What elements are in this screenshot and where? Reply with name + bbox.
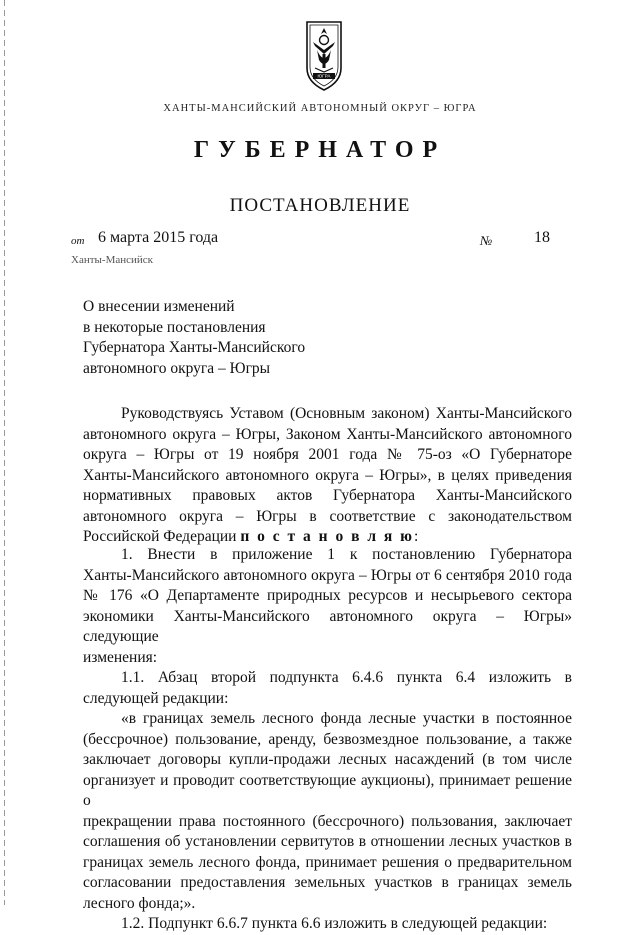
item-1-line: изменения: (83, 648, 158, 666)
preamble-line: автономного округа – Югры, Законом Ханты-Мансийского автономного (83, 425, 572, 443)
item-1-2-line: 1.2. Подпункт 6.6.7 пункта 6.6 изложить в следующей редакции: (121, 915, 548, 932)
item-1-line: Ханты-Мансийского автономного округа – Югры от 6 сентября 2010 года (83, 566, 572, 584)
preamble-line: Российской Федерации (83, 528, 241, 545)
quote-line: прекращении права постоянного (бессрочного) пользования, заключает (83, 812, 572, 830)
item-1-line: № 176 «О Департаменте природных ресурсов и несырьевого сектора (83, 587, 572, 604)
quote-line: соглашения об установлении сервитутов в отношении лесных участков в (83, 833, 572, 850)
quote-line: заключает договоры купли-продажи лесных насаждений (в том числе (83, 751, 572, 768)
preamble-line: автономного округа – Югры в соответствие с законодательством (83, 507, 572, 525)
document-number: 18 (534, 229, 550, 246)
subject-line: в некоторые постановления (83, 318, 266, 336)
subject-line: Губернатора Ханты-Мансийского (83, 339, 306, 356)
item-1-1-line: 1.1. Абзац второй подпункта 6.4.6 пункта 6.4 изложить в (121, 669, 572, 686)
preamble-line: округа – Югры от 19 ноября 2001 года № 75-оз «О Губернаторе (83, 446, 572, 463)
subject-line: О внесении изменений (83, 298, 235, 315)
number-label: № (480, 233, 493, 248)
decree-tail: : (414, 528, 419, 545)
document-type: ПОСТАНОВЛЕНИЕ (229, 195, 411, 216)
document-subject (83, 297, 305, 379)
quote-line: согласовании предоставления земельных участков в границах земель (83, 874, 572, 891)
item-1-line: экономики Ханты-Мансийского автономного округа – Югры» следующие (83, 607, 572, 645)
preamble-line: нормативных правовых актов Губернатора Ханты-Мансийского (83, 487, 572, 504)
document-date: 6 марта 2015 года (98, 229, 219, 246)
organization-name: ХАНТЫ-МАНСИЙСКИЙ АВТОНОМНЫЙ ОКРУГ – ЮГРА (163, 103, 477, 114)
emblem-text: ЮГРА (317, 73, 331, 79)
item-1-1-line: следующей редакции: (83, 689, 229, 707)
decree-word: п о с т а н о в л я ю (240, 528, 414, 545)
scan-edge-line (4, 0, 5, 905)
preamble-paragraph (83, 404, 572, 548)
quote-line: лесного фонда;». (83, 894, 196, 912)
quote-line: границах земель лесного фонда, принимает решения о предварительном (83, 853, 572, 871)
preamble-line: Ханты-Мансийского автономного округа – Югры», в целях приведения (83, 466, 572, 484)
date-prefix: от (71, 235, 85, 247)
coat-of-arms-emblem (303, 20, 345, 92)
subject-line: автономного округа – Югры (83, 359, 271, 377)
preamble-line: Руководствуясь Уставом (Основным законом) Ханты-Мансийского (121, 405, 572, 422)
document-title: ГУБЕРНАТОР (193, 137, 447, 163)
quote-line: «в границах земель лесного фонда лесные участки в постоянное (121, 710, 572, 727)
quote-line: организует и проводит соответствующие аукционы), принимает решение о (83, 771, 572, 809)
amendments-section (83, 545, 572, 935)
quote-line: (бессрочное) пользование, аренду, безвозмездное пользование, а также (83, 730, 572, 748)
item-1-line: 1. Внести в приложение 1 к постановлению Губернатора (121, 546, 572, 563)
place-of-issue: Ханты-Мансийск (71, 254, 154, 266)
